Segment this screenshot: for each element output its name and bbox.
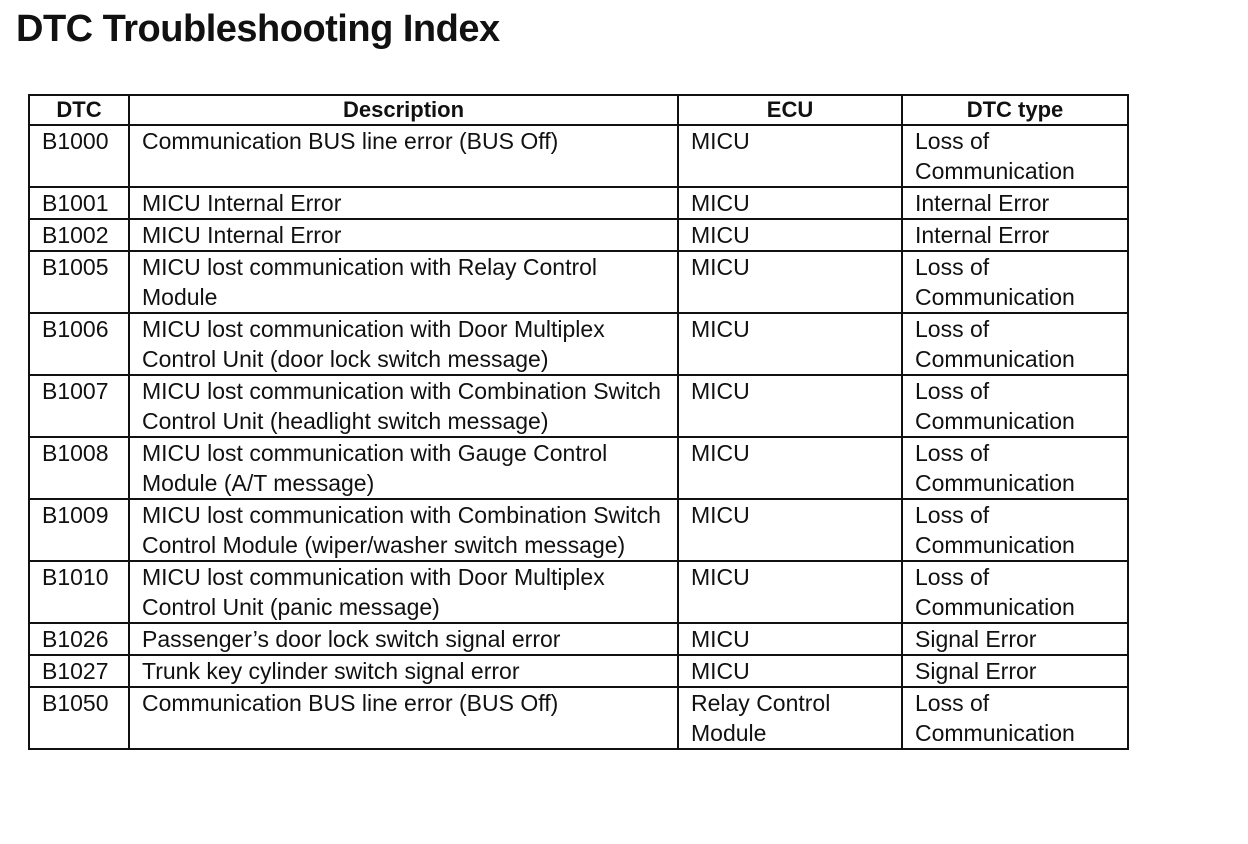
dtc-code: B1005 xyxy=(29,251,129,313)
dtc-code: B1006 xyxy=(29,313,129,375)
table-row xyxy=(29,655,1128,687)
table-row xyxy=(29,499,1128,561)
dtc-type: Loss of Communication xyxy=(902,125,1128,187)
dtc-description: MICU lost communication with Door Multiplex Control Unit (panic message) xyxy=(129,561,678,623)
header-description: Description xyxy=(129,95,678,125)
header-dtc-type: DTC type xyxy=(902,95,1128,125)
dtc-description: Trunk key cylinder switch signal error xyxy=(129,655,678,687)
page-title: DTC Troubleshooting Index xyxy=(16,8,500,50)
dtc-type: Loss of Communication xyxy=(902,561,1128,623)
dtc-ecu: MICU xyxy=(678,655,902,687)
dtc-ecu: MICU xyxy=(678,499,902,561)
dtc-description: Communication BUS line error (BUS Off) xyxy=(129,125,678,187)
dtc-ecu: MICU xyxy=(678,375,902,437)
dtc-ecu: MICU xyxy=(678,251,902,313)
dtc-ecu: MICU xyxy=(678,561,902,623)
dtc-code: B1050 xyxy=(29,687,129,749)
dtc-code: B1002 xyxy=(29,219,129,251)
dtc-ecu: MICU xyxy=(678,437,902,499)
table-row xyxy=(29,313,1128,375)
dtc-ecu: MICU xyxy=(678,219,902,251)
dtc-description: MICU lost communication with Combination Switch Control Unit (headlight switch message) xyxy=(129,375,678,437)
dtc-code: B1001 xyxy=(29,187,129,219)
dtc-type: Loss of Communication xyxy=(902,499,1128,561)
dtc-description: MICU lost communication with Door Multiplex Control Unit (door lock switch message) xyxy=(129,313,678,375)
dtc-code: B1009 xyxy=(29,499,129,561)
dtc-ecu: MICU xyxy=(678,187,902,219)
dtc-type: Loss of Communication xyxy=(902,251,1128,313)
dtc-type: Loss of Communication xyxy=(902,313,1128,375)
table-row xyxy=(29,187,1128,219)
table-row xyxy=(29,687,1128,749)
dtc-ecu: MICU xyxy=(678,125,902,187)
dtc-type: Loss of Communication xyxy=(902,687,1128,749)
table-row xyxy=(29,375,1128,437)
dtc-type: Loss of Communication xyxy=(902,375,1128,437)
table-header-row xyxy=(29,95,1128,125)
dtc-ecu: MICU xyxy=(678,313,902,375)
dtc-type: Internal Error xyxy=(902,219,1128,251)
table-row xyxy=(29,251,1128,313)
dtc-ecu: Relay Control Module xyxy=(678,687,902,749)
dtc-description: Passenger’s door lock switch signal error xyxy=(129,623,678,655)
dtc-type: Internal Error xyxy=(902,187,1128,219)
dtc-description: MICU Internal Error xyxy=(129,187,678,219)
dtc-description: MICU Internal Error xyxy=(129,219,678,251)
dtc-type: Signal Error xyxy=(902,623,1128,655)
dtc-description: MICU lost communication with Combination Switch Control Module (wiper/washer switch message) xyxy=(129,499,678,561)
table-row xyxy=(29,437,1128,499)
dtc-ecu: MICU xyxy=(678,623,902,655)
dtc-description: Communication BUS line error (BUS Off) xyxy=(129,687,678,749)
dtc-description: MICU lost communication with Relay Control Module xyxy=(129,251,678,313)
dtc-description: MICU lost communication with Gauge Control Module (A/T message) xyxy=(129,437,678,499)
dtc-code: B1026 xyxy=(29,623,129,655)
table-row xyxy=(29,125,1128,187)
dtc-code: B1010 xyxy=(29,561,129,623)
table-row xyxy=(29,219,1128,251)
dtc-code: B1007 xyxy=(29,375,129,437)
header-ecu: ECU xyxy=(678,95,902,125)
dtc-type: Signal Error xyxy=(902,655,1128,687)
dtc-type: Loss of Communication xyxy=(902,437,1128,499)
table-row xyxy=(29,561,1128,623)
dtc-code: B1008 xyxy=(29,437,129,499)
table-row xyxy=(29,623,1128,655)
header-dtc: DTC xyxy=(29,95,129,125)
dtc-code: B1027 xyxy=(29,655,129,687)
dtc-code: B1000 xyxy=(29,125,129,187)
dtc-table xyxy=(28,94,1129,750)
